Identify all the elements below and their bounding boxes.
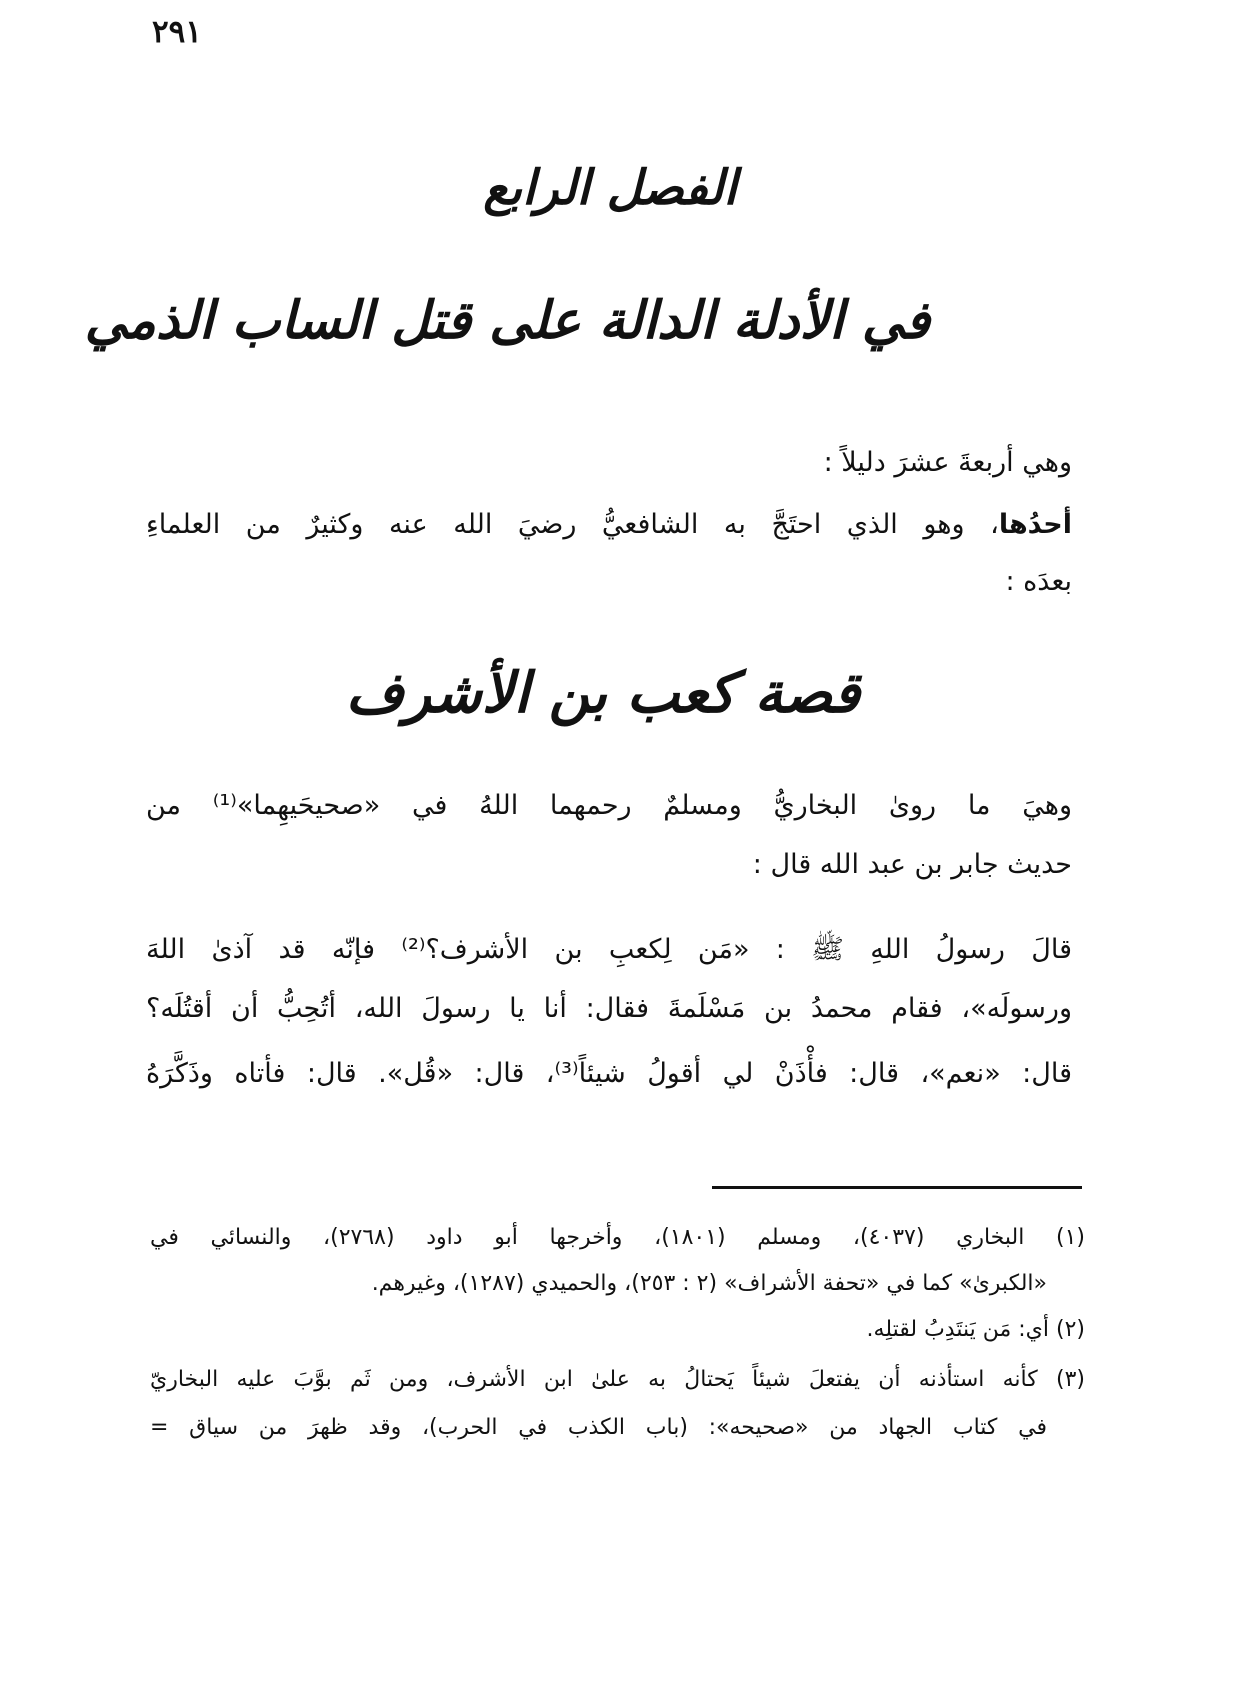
para2-line-3: قال: «نعم»، قال: فأْذَنْ لي أقولُ شيئاً⁽³⁾، قال: «قُل». قال: فأتاه وذَكَّرَهُ — [146, 1058, 1072, 1089]
intro-line-2 — [146, 509, 1072, 540]
footnote-3-line-1: (٣) كأنه استأذنه أن يفتعلَ شيئاً يَحتالُ به علىٰ ابن الأشرف، ومن ثَم بوَّبَ عليه البخاريّ — [150, 1367, 1085, 1392]
section-title: قصة كعب بن الأشرف — [345, 660, 860, 726]
footnote-1-line-1: (١) البخاري (٤٠٣٧)، ومسلم (١٨٠١)، وأخرجها أبو داود (٢٧٦٨)، والنسائي في — [150, 1225, 1085, 1250]
para1-line-1: وهيَ ما روىٰ البخاريُّ ومسلمٌ رحمهما اللهُ في «صحيحَيهِما»⁽¹⁾ من — [146, 790, 1072, 821]
page-number: ٢٩١ — [152, 14, 202, 50]
footnote-3-line-2: في كتاب الجهاد من «صحيحه»: (باب الكذب في الحرب)، وقد ظهرَ من سياق = — [150, 1415, 1047, 1440]
intro-line-3: بعدَه : — [1005, 566, 1072, 597]
intro-line-2-text: ، وهو الذي احتَجَّ به الشافعيُّ رضيَ الله عنه وكثيرٌ من العلماءِ — [146, 509, 999, 540]
intro-line-1: وهي أربعةَ عشرَ دليلاً : — [823, 447, 1072, 478]
intro-lead-word: أحدُها — [998, 509, 1072, 540]
para2-line-1: قالَ رسولُ اللهِ ﷺ : «مَن لِكعبِ بن الأشرف؟⁽²⁾ فإنّه قد آذىٰ اللهَ — [146, 934, 1072, 965]
footnote-divider — [712, 1186, 1082, 1189]
para2-line-2: ورسولَه»، فقام محمدُ بن مَسْلَمةَ فقال: أنا يا رسولَ الله، أتُحِبُّ أن أقتُلَه؟ — [146, 993, 1072, 1024]
chapter-title: الفصل الرابع — [483, 160, 737, 216]
footnote-2: (٢) أي: مَن يَنتَدِبُ لقتلِه. — [866, 1317, 1085, 1342]
para1-line-2: حديث جابر بن عبد الله قال : — [752, 849, 1072, 880]
footnote-1-line-2: «الكبرىٰ» كما في «تحفة الأشراف» (٢ : ٢٥٣)، والحميدي (١٢٨٧)، وغيرهم. — [371, 1271, 1047, 1296]
chapter-subtitle: في الأدلة الدالة على قتل الساب الذمي — [84, 290, 930, 351]
